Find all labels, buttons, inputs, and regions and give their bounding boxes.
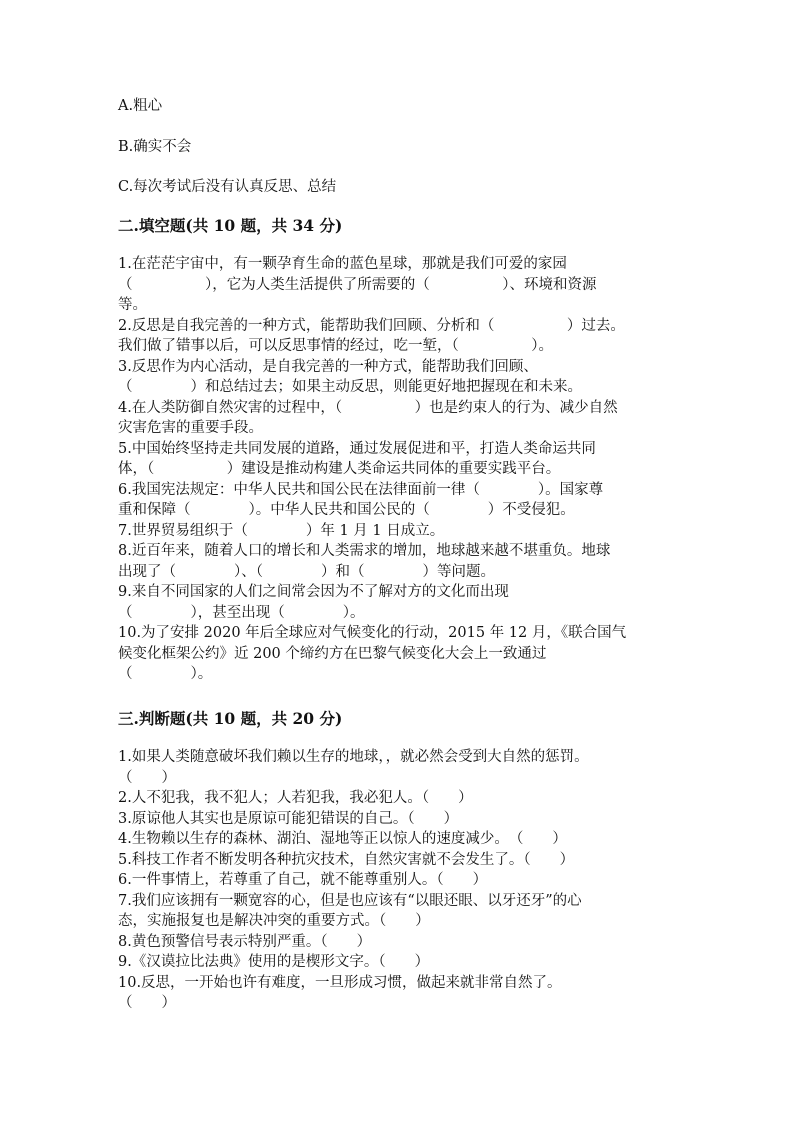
judge-line: 2.人不犯我，我不犯人；人若犯我，我必犯人。（ ） — [118, 790, 473, 806]
fill-line: 8.近百年来，随着人口的增长和人类需求的增加，地球越来越不堪重负。地球 — [118, 543, 611, 559]
judge-line: （ ） — [118, 995, 176, 1011]
fill-line: 候变化框架公约》近 200 个缔约方在巴黎气候变化大会上一致通过 — [118, 645, 547, 662]
option-b: B.确实不会 — [118, 139, 192, 155]
fill-line: 6.我国宪法规定：中华人民共和国公民在法律面前一律（ ）。国家尊 — [118, 481, 604, 498]
fill-line: （ ），它为人类生活提供了所需要的（ ）、环境和资源 — [118, 276, 597, 293]
fill-line: 我们做了错事以后，可以反思事情的经过，吃一堑，（ ）。 — [118, 338, 553, 354]
judge-line: 1.如果人类随意破坏我们赖以生存的地球，，就必然会受到大自然的惩罚。 — [118, 749, 589, 765]
fill-line: 重和保障（ ）。中华人民共和国公民的（ ）不受侵犯。 — [118, 502, 575, 518]
fill-line: 10.为了安排 2020 年后全球应对气候变化的行动，2015 年 12 月，《联合国气 — [118, 625, 627, 641]
judge-line: 3.原谅他人其实也是原谅可能犯错误的自己。（ ） — [118, 810, 459, 827]
fill-section-heading: 二.填空题(共 10 题，共 34 分) — [118, 216, 343, 235]
judge-line: （ ） — [118, 769, 176, 786]
fill-line: 等。 — [118, 297, 147, 313]
judge-section-heading: 三.判断题(共 10 题，共 20 分) — [118, 709, 343, 728]
option-c: C.每次考试后没有认真反思、总结 — [118, 179, 337, 195]
fill-line: 9.来自不同国家的人们之间常会因为不了解对方的文化而出现 — [118, 584, 509, 600]
fill-line: 灾害危害的重要手段。 — [118, 420, 263, 436]
judge-line: 5.科技工作者不断发明各种抗灾技术，自然灾害就不会发生了。（ ） — [118, 851, 575, 868]
fill-line: 1.在茫茫宇宙中，有一颗孕育生命的蓝色星球，那就是我们可爱的家园 — [118, 256, 567, 272]
judge-line: 7.我们应该拥有一颗宽容的心，但是也应该有“以眼还眼、以牙还牙”的心 — [118, 892, 582, 909]
judge-line: 4.生物赖以生存的森林、湖泊、湿地等正以惊人的速度减少。 （ ） — [118, 831, 567, 847]
judge-line: 10.反思，一开始也许有难度，一旦形成习惯，做起来就非常自然了。 — [118, 974, 562, 991]
judge-line: 态，实施报复也是解决冲突的重要方式。（ ） — [118, 913, 430, 929]
fill-line: 出现了（ ）、（ ）和（ ）等问题。 — [118, 563, 495, 580]
option-a: A.粗心 — [118, 98, 163, 114]
fill-line: 7.世界贸易组织于（ ）年 1 月 1 日成立。 — [118, 522, 445, 539]
judge-line: 8.黄色预警信号表示特别严重。（ ） — [118, 933, 372, 950]
fill-line: 4.在人类防御自然灾害的过程中，（ ）也是约束人的行为、减少自然 — [118, 399, 618, 416]
judge-line: 6.一件事情上，若尊重了自己，就不能尊重别人。（ ） — [118, 872, 488, 888]
fill-question-list — [118, 254, 678, 685]
judge-line: 9.《汉谟拉比法典》使用的是楔形文字。（ ） — [118, 954, 430, 970]
fill-line: （ ）和总结过去；如果主动反思，则能更好地把握现在和未来。 — [118, 379, 582, 395]
judge-question-list — [118, 747, 678, 1014]
fill-line: 2.反思是自我完善的一种方式，能帮助我们回顾、分析和（ ）过去。 — [118, 317, 625, 334]
fill-line: 3.反思作为内心活动，是自我完善的一种方式，能帮助我们回顾、 — [118, 358, 538, 375]
fill-line: 5.中国始终坚持走共同发展的道路，通过发展促进和平，打造人类命运共同 — [118, 440, 596, 457]
fill-line: （ ），甚至出现（ ）。 — [118, 604, 365, 621]
fill-line: 体，（ ）建设是推动构建人类命运共同体的重要实践平台。 — [118, 461, 561, 477]
fill-line: （ ）。 — [118, 666, 213, 682]
